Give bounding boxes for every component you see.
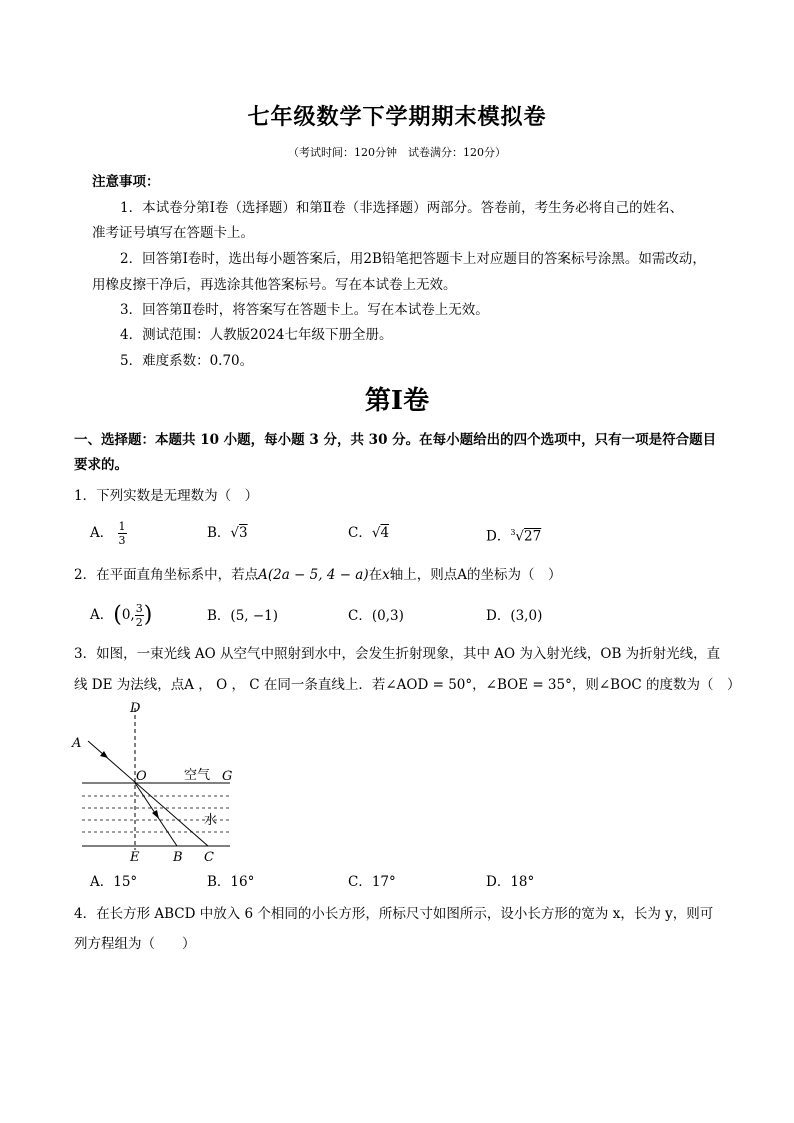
q2-stem-mid: 在	[368, 567, 383, 583]
sqrt-icon: √	[230, 525, 240, 541]
note-2-line-2: 用橡皮擦干净后，再选涂其他答案标号。写在本试卷上无效。	[92, 277, 457, 293]
q1-option-a-label: A．	[90, 525, 114, 541]
label-water: 水	[204, 813, 218, 828]
q2-option-a-fraction	[135, 602, 144, 629]
q2-point: A(2a − 5, 4 − a)	[258, 567, 369, 583]
q1-d-radicand: 27	[524, 528, 542, 545]
section-intro-line-1: 一、选择题：本题共 10 小题，每小题 3 分，共 30 分。在每小题给出的四个选项中，只有一项是符合题目	[74, 432, 717, 448]
q1-option-d	[486, 524, 541, 546]
note-4: 4．测试范围：人教版2024七年级下册全册。	[120, 327, 393, 343]
refracted-arrow-icon	[152, 810, 159, 819]
q1-stem: 1．下列实数是无理数为（ ）	[74, 488, 259, 504]
q2-stem-pre: 2．在平面直角坐标系中，若点	[74, 567, 259, 583]
q3-stem-line-2: 线 DE 为法线，点A ， O ， C 在同一条直线上．若∠AOD = 50°，∠BOE = 35°，则∠BOC 的度数为（ ）	[74, 677, 741, 693]
label-a: A	[72, 736, 82, 751]
q1-option-b	[207, 524, 248, 542]
page-title: 七年级数学下学期期末模拟卷	[247, 104, 547, 130]
q2-option-d-value: (3,0)	[510, 608, 543, 624]
label-o: O	[136, 769, 147, 784]
q4-stem-line-2: 列方程组为（ ）	[74, 936, 196, 952]
q2-a-numerator: 3	[135, 602, 143, 615]
q1-option-c-label: C．	[348, 525, 372, 541]
exam-info: （考试时间：120分钟 试卷满分：120分）	[288, 146, 506, 159]
q4-stem-line-1: 4．在长方形 ABCD 中放入 6 个相同的小长方形，所标尺寸如图所示，设小长方形的宽为 x，长为 y，则可	[74, 906, 714, 922]
q3-option-b: B．16°	[207, 874, 255, 890]
label-b: B	[173, 850, 183, 865]
sqrt-icon: √	[371, 525, 381, 541]
q2-option-d-label: D．	[486, 608, 511, 624]
q1-option-b-label: B．	[207, 525, 231, 541]
q1-c-radicand: 4	[380, 525, 390, 541]
q3-option-a: A．15°	[90, 874, 138, 890]
note-1-line-1: 1．本试卷分第Ⅰ卷（选择题）和第Ⅱ卷（非选择题）两部分。答卷前，考生务必将自己的姓名、	[120, 200, 684, 216]
q2-option-d	[486, 607, 542, 625]
q2-a-open-paren: (	[113, 602, 122, 628]
q2-a-pre: 0,	[121, 607, 135, 623]
q2-stem-post: 轴上，则点A的坐标为（ ）	[389, 567, 562, 583]
note-2-line-1: 2．回答第Ⅰ卷时，选出每小题答案后，用2B铅笔把答题卡上对应题目的答案标号涂黑。如需改动，	[120, 251, 706, 267]
q1-a-denominator: 3	[118, 534, 126, 547]
q1-option-d-label: D．	[486, 528, 511, 545]
label-d: D	[130, 701, 141, 716]
section-intro-line-2: 要求的。	[74, 457, 128, 473]
q1-a-numerator: 1	[118, 520, 126, 533]
notes-heading: 注意事项：	[92, 174, 160, 190]
q1-option-a	[90, 520, 127, 547]
note-5: 5．难度系数：0.70。	[120, 353, 254, 369]
q2-option-a	[90, 602, 152, 629]
q3-stem-line-1: 3．如图，一束光线 AO 从空气中照射到水中，会发生折射现象，其中 AO 为入射光线，OB 为折射光线，直	[74, 646, 721, 662]
q2-option-c	[348, 607, 404, 625]
q2-a-denominator: 2	[135, 616, 143, 629]
q2-option-b	[207, 607, 278, 625]
q2-a-close-paren: )	[143, 602, 153, 628]
q2-stem	[74, 566, 562, 584]
sqrt-icon: √	[515, 528, 525, 545]
refraction-figure	[70, 698, 250, 866]
label-g: G	[222, 769, 233, 784]
q2-option-b-value: (5, −1)	[230, 608, 279, 624]
section-title: 第Ⅰ卷	[364, 386, 430, 416]
label-air: 空气	[184, 768, 211, 783]
q1-option-c	[348, 524, 389, 542]
q2-option-a-label: A．	[90, 607, 114, 623]
q1-d-index: 3	[510, 528, 516, 537]
note-3: 3．回答第Ⅱ卷时，将答案写在答题卡上。写在本试卷上无效。	[120, 302, 489, 318]
q2-option-b-label: B．	[207, 608, 231, 624]
q1-option-a-fraction	[118, 520, 127, 547]
q3-option-c: C．17°	[348, 874, 396, 890]
q2-axis: x	[382, 567, 390, 583]
q1-b-radicand: 3	[239, 525, 248, 541]
note-1-line-2: 准考证号填写在答题卡上。	[92, 225, 254, 241]
label-c: C	[204, 850, 214, 865]
q3-option-d: D．18°	[486, 874, 535, 890]
q2-option-c-label: C．	[348, 608, 372, 624]
q2-option-c-value: (0,3)	[371, 608, 404, 624]
label-e: E	[130, 850, 140, 865]
